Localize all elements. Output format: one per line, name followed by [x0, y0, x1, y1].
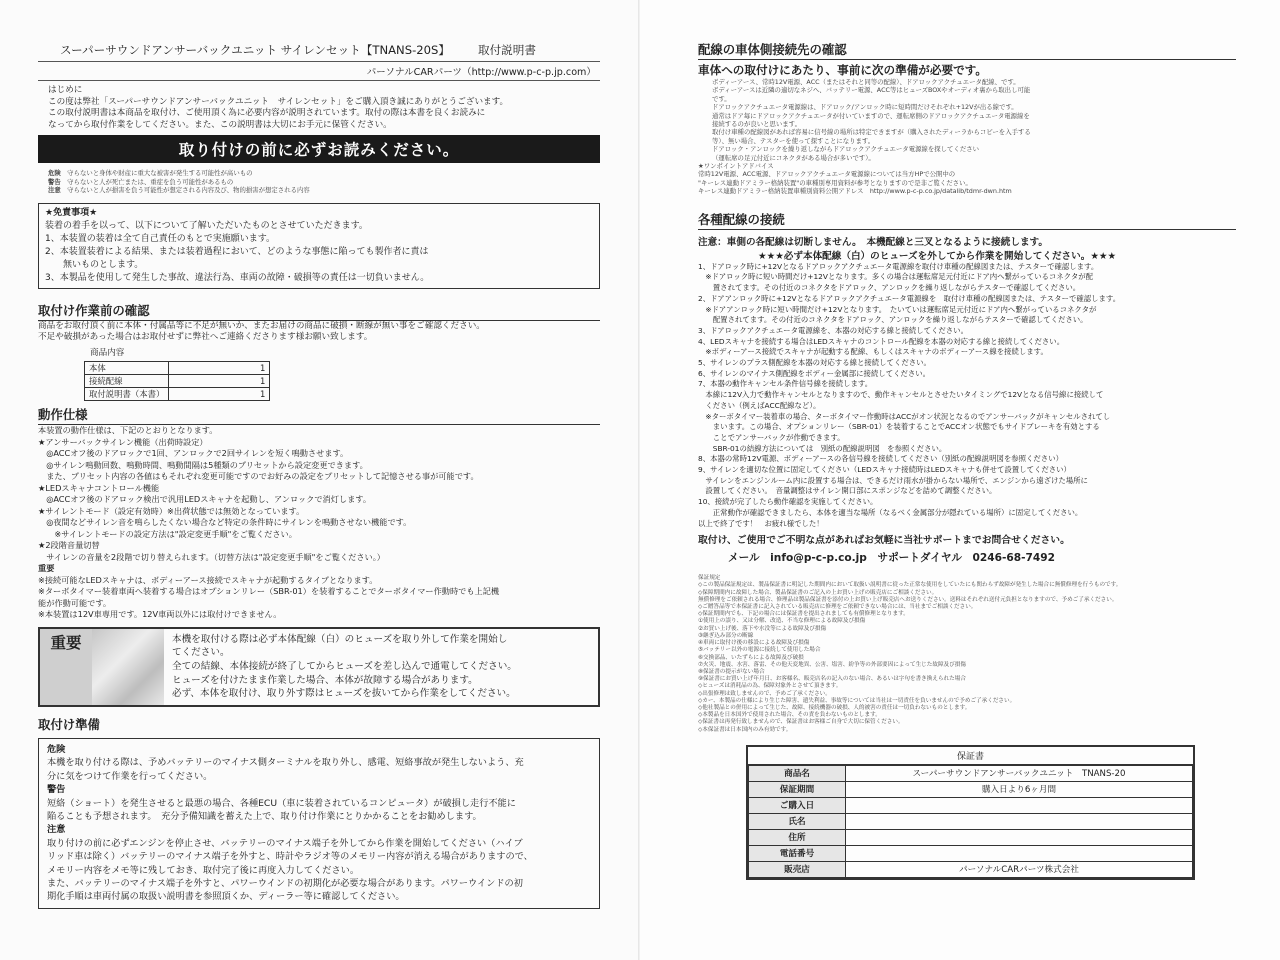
wiring-line: 正常動作が確認できましたら、本体を適当な場所（なるべく金属部分が隠れている場所）に固定してください。 [698, 507, 1083, 517]
contents-label: 商品内容 [90, 347, 125, 358]
table-row [85, 388, 270, 401]
pre-check-line: 不足や破損があった場合はお取付せずに弊社へご連絡くださります様お願い致します。 [38, 332, 373, 343]
wiring-line: まいます。この場合、オプションリレー（SBR-01）を装着することでACCオン状態でもサイドブレーキを有効とする [698, 422, 1100, 432]
terms-line: ◇本保証書は日本国内のみ有効です。 [698, 726, 792, 733]
warning-row [48, 169, 600, 177]
terms-line: ◇保障期間内に故障した場合、製品保証書のご記入の上お買い上げの販売店にご相談ください。 [698, 589, 938, 596]
wiring-line: ことでアンサーバックが作動できます。 [698, 432, 845, 442]
contents-name: 接続配線 [85, 375, 169, 388]
operation-line: ◎ACCオフ後のドアロックで1回、アンロックで2回サイレンを短く鳴動させます。 [38, 448, 349, 459]
warranty-key: 保証期間 [749, 781, 846, 797]
wiring-line: ※ターボタイマー装着車の場合、ターボタイマー作動時はACCがオン状況となるのでアンサーバックがキャンセルされてし [698, 411, 1111, 421]
contents-qty: 1 [169, 375, 270, 388]
warranty-terms [698, 575, 1236, 733]
wiring-line: 5、サイレンのプラス側配線を本器の対応する線と接続してください。 [698, 358, 931, 368]
vehicle-heading: 配線の車体側接続先の確認 [698, 40, 1236, 60]
prep-label: 注意 [47, 824, 66, 836]
wiring-line: ※ドアロック時に短い時間だけ+12Vとなります。多くの場合は運転席足元付近にドア内へ繋がっているコネクタが配 [698, 272, 1094, 282]
pre-check-line: 商品をお取付頂く前に本体・付属品等に不足が無いか、またお届けの商品に破損・断線が無い事をご確認ください。 [38, 320, 485, 331]
contact-line [698, 550, 1236, 565]
prep-line: 短絡（ショート）を発生させると最悪の場合、各種ECU（車に装着されているコンピュータ）が破損し走行不能に [47, 797, 516, 809]
wiring-line: 6、サイレンのマイナス側配線をボディー金属部に接続してください。 [698, 368, 931, 378]
wiring-line: 4、LEDスキャナを接続する場合はLEDスキャナのコントロール配線を本器の対応する線と接続してください。 [698, 336, 1065, 346]
mail-label: メール [728, 552, 760, 565]
disclaimer-line: 1、本装置の装着は全て自己責任のもとで実施願います。 [45, 233, 276, 244]
support-text: 取付け、ご使用でご不明な点があればお気軽に当社サポートまでお問合せください。 [698, 535, 1070, 547]
wiring-line: 置されてます。その付近のコネクタをドアロック、アンロックを繰り返しながらテスターで確認してください。 [698, 283, 1081, 293]
contents-table [84, 361, 270, 401]
warranty-table [748, 765, 1193, 878]
warranty-key: 商品名 [749, 765, 846, 781]
wiring-line: 8、本器の常時12V電源、ボディーアースの各信号線を接続してください（別紙の配線説明図を参照ください） [698, 454, 1063, 464]
vehicle-line: です。 [712, 94, 731, 103]
important-line: 必ず、本体を取付け、取り外す際はヒューズを抜いてから作業をしてください。 [172, 688, 516, 700]
warranty-card [746, 745, 1195, 880]
terms-title: 保証規定 [698, 575, 721, 582]
prep-box [38, 738, 600, 909]
fuse-photo [92, 629, 164, 705]
terms-line: ⑤バッテリー以外の電源に接続して使用した場合 [698, 647, 821, 654]
terms-line: ②お買い上げ後、落下や水没等による故障及び損傷 [698, 625, 827, 632]
terms-line: ◇保証書は再発行致しませんので、保証書はお客様ご自身で大切に保管ください。 [698, 719, 904, 726]
title-text: スーパーサウンドアンサーバックユニット サイレンセット【TNANS-20S】 [60, 43, 450, 57]
wiring-heading: 各種配線の接続 [698, 210, 1236, 230]
wiring-line: 配置されてます。その付近のコネクタをドアロック、アンロックを繰り返しながらテスターで確認してください。 [698, 315, 1088, 325]
wiring-note: 注意：車側の各配線は切断しません。 本機配線と三叉となるように接続します。 [698, 236, 1048, 248]
intro-line: なってから取付作業をしてください。また、この説明書は大切にお手元に保管ください。 [48, 119, 392, 130]
terms-line: ◇保証期間内でも、下記の場合には保証書を提出されましても有償修理となります。 [698, 611, 909, 618]
vehicle-line: 取付け車種の配線図があれば容易に信号線の場所は特定できますが（購入されたディーラからコピーを入手する [712, 128, 1031, 137]
warning-legend [38, 169, 600, 194]
important-label: 重要 [40, 629, 92, 705]
table-row [749, 829, 1193, 845]
prep-line: 取り付けの前に必ずエンジンを停止させ、バッテリーのマイナス端子を外してから作業を開始してください（ハイブ [47, 837, 523, 849]
operation-line: ★サイレントモード（設定有効時）※出荷状態では無効となっています。 [38, 505, 305, 516]
terms-line: ⑦火災、地震、水害、落雷、その他天変地異、公害、塩害、紛争等の外部要因によって生じた故障及び損傷 [698, 661, 966, 668]
intro [38, 85, 600, 131]
wiring-line: ください（例えばACC配線など）。 [698, 400, 821, 410]
warranty-value: スーパーサウンドアンサーバックユニット TNANS-20 [846, 765, 1193, 781]
warranty-key: 販売店 [749, 861, 846, 877]
prep-line: また、バッテリーのマイナス端子を外すと、パワーウインドの初期化が必要な場合があります。パワーウインドの初 [47, 877, 523, 889]
vehicle-line: ボディーアース、常時12V電源、ACC（またはそれと同等の配線）、ドアロックアクチュエータ配線、です。 [712, 78, 1020, 86]
important-text [164, 629, 598, 705]
terms-line: ◇この製品保証規定は、製品保証書に明記した期間内において取扱い説明書に従った正常な使用をしていたにも関わらず故障が発生した場合に無償修理を行うものです。 [698, 582, 1122, 589]
operation-notes-title: 重要 [38, 563, 55, 574]
warranty-value[interactable] [846, 845, 1193, 861]
prep-line: リッド車は除く）バッテリーのマイナス端子を外すと、時計やラジオ等のメモリー内容が消える場合がありますので、 [47, 851, 533, 863]
vehicle-line: ドアロックアクチュエータ電源線は、ドアロック/アンロック時に短時間だけそれぞれ+12Vが出る線です。 [712, 103, 1018, 112]
terms-line: ⑨保証書にお買い上げ年月日、お客様名、販売店名の記入のない場合、あるいは字句を書き換えられた場合 [698, 676, 966, 683]
table-row [85, 362, 270, 375]
terms-line: 無償修理をご依頼される場合、修理品は製品保証書を添付の上お買い上げ販売店へお送りください。送料はそれぞれ送付元負担となりますので、予めご了承ください。 [698, 596, 1118, 603]
terms-line: ◇ヒューズは消耗品の為、保障対象外とさせて頂きます。 [698, 683, 842, 690]
contents-qty: 1 [169, 388, 270, 401]
wiring-line: 3、ドアロックアクチュエータ電源線を、本器の対応する線と接続してください。 [698, 325, 968, 335]
important-line: ヒューズを付けたまま作業した場合、本体が故障する場合があります。 [172, 674, 478, 686]
warning-row [48, 178, 600, 186]
terms-line: ④車両に取付け後の移設による故障及び損傷 [698, 640, 810, 647]
warning-label: 危険 [48, 169, 61, 178]
table-row [749, 781, 1193, 797]
operation-line: ★アンサーバックサイレン機能（出荷時設定） [38, 436, 208, 447]
warning-label: 注意 [48, 186, 61, 195]
contents-qty: 1 [169, 362, 270, 375]
wiring-line: 9、サイレンを適切な位置に固定してください（LEDスキャナ接続時はLEDスキャナも併せて設置してください） [698, 465, 1071, 475]
terms-line: ◇他社製品との併用によって生じた、故障、接続機器の破損、人的被害の責任は一切負わないものとします。 [698, 704, 971, 711]
vehicle-line: 接続するのが良いと思います。 [712, 120, 801, 129]
wiring-line: サイレンをエンジンルーム内に設置する場合は、できるだけ雨水が掛からない場所で、エンジンから遠ざけた場所に [698, 475, 1088, 485]
wiring-steps [698, 262, 1236, 530]
warning-text: 守らないと身体や財産に重大な被害が発生する可能性が高いもの [67, 169, 253, 178]
warning-label: 警告 [48, 177, 61, 186]
terms-line: ◇ご贈答品等で本保証書に記入されている販売店に修理をご依頼できない場合には、当社までご相談ください。 [698, 604, 977, 611]
terms-line: ◇本製品を日本国外で使用された場合、その責を負わないものとします。 [698, 712, 881, 719]
important-line: 全ての結線、本体接続が終了してからヒューズを差し込んで通電してください。 [172, 661, 517, 673]
important-box [38, 627, 600, 707]
advice-body [698, 162, 1236, 196]
mail-address[interactable]: info@p-c-p.co.jp [770, 552, 867, 565]
operation-line: ★LEDスキャナコントロール機能 [38, 482, 160, 493]
operation-heading: 動作仕様 [38, 405, 600, 425]
tel-number: 0246-68-7492 [972, 552, 1056, 565]
warranty-key: ご購入日 [749, 797, 846, 813]
contents-name: 本体 [85, 362, 169, 375]
vehicle-line: 通常はドア毎にドアロックアクチュエータが付いていますので、運転席側のドアロックアクチュエータ電源線を [712, 111, 1030, 120]
warranty-value[interactable] [846, 797, 1193, 813]
terms-line: ⑥交換部品、いたずらによる故障及び破損 [698, 654, 804, 661]
prep-line: 陥ることも予想されます。 充分予備知識を蓄えた上で、取り付け作業にとりかかることをお勧めします。 [47, 810, 482, 822]
table-row [749, 797, 1193, 813]
warranty-value: パーソナルCARパーツ株式会社 [846, 861, 1193, 877]
warranty-key: 電話番号 [749, 845, 846, 861]
prep-heading: 取付け準備 [38, 716, 100, 732]
warning-text: 守らないと人が損害を負う可能性が想定される内容及び、物的損害が想定される内容 [67, 186, 310, 195]
vehicle-body [698, 78, 1236, 162]
title-suffix: 取付説明書 [477, 43, 536, 57]
operation-line: ◎サイレン鳴動回数、鳴動時間、鳴動間隔は5種類のプリセットから設定変更できます。 [38, 459, 368, 470]
warning-row [48, 186, 600, 194]
operation-note: ※接続可能なLEDスキャナは、ボディーアース接続でスキャナが起動するタイプとなります。 [38, 574, 378, 585]
intro-line: はじめに [48, 85, 83, 95]
warranty-key: 氏名 [749, 813, 846, 829]
table-row [749, 813, 1193, 829]
wiring-line: 10、接続が完了したら動作確認を実施してください。 [698, 497, 878, 507]
wiring-line: 1、ドアロック時に+12Vとなるドアロックアクチュエータ電源線を取付け車種の配線図または、テスターで確認します。 [698, 261, 1099, 271]
warranty-value[interactable] [846, 813, 1193, 829]
wiring-line: 以上で終了です！ お疲れ様でした！ [698, 518, 824, 528]
disclaimer-line: 無いものとします。 [45, 259, 144, 270]
wiring-line: ※ボディーアース接続でスキャナが起動する配線、もしくはスキャナのボディーアース線を接続します。 [698, 347, 1048, 357]
intro-line: この度は弊社「スーパーサウンドアンサーバックユニット サイレンセット」をご購入頂き誠にありがとうございます。 [48, 96, 509, 107]
contents-name: 取付説明書（本書） [85, 388, 169, 401]
operation-line: サイレンの音量を2段階で切り替えられます。（切替方法は"設定変更手順"をご覧ください。） [38, 551, 385, 562]
document-subtitle: パーソナルCARパーツ（http://www.p-c-p.jp.com） [38, 62, 600, 81]
operation-line: ◎ACCオフ後のドアロック検出で汎用LEDスキャナを起動し、アンロックで消灯します。 [38, 494, 372, 505]
advice-line: 常時12V電源、ACC電源、ドアロックアクチュエータ電源線については当方HPで公開中の [698, 170, 956, 179]
wiring-stars: ★★★必ず本体配線（白）のヒューズを外してから作業を開始してください。★★★ [758, 250, 1117, 262]
operation-line: また、プリセット内容の各値はもそれぞれ変更可能ですのでお好みの設定をプリセットして記憶させる事が可能です。 [38, 471, 479, 482]
disclaimer-line: 3、本製品を使用して発生した事故、違法行為、車両の故障・破損等の責任は一切負いません。 [45, 272, 430, 283]
disclaimer-line: 2、本装置装着による結果、または装着過程において、どのような事態に陥っても製作者に責は [45, 246, 429, 257]
wiring-line: ※ドアアンロック時に短い時間だけ+12Vとなります。 たいていは運転席足元付近にドア内へ繋がっているコネクタが [698, 304, 1097, 314]
operation-body [38, 425, 600, 621]
operation-note: ※本装置は12V車専用です。12V車両以外には取付けできません。 [38, 609, 282, 620]
operation-line: ※サイレントモードの設定方法は"設定変更手順"をご覧ください。 [38, 528, 297, 539]
prep-label: 危険 [47, 743, 66, 755]
operation-line: ★2段階音量切替 [38, 540, 100, 551]
table-row [749, 765, 1193, 781]
warranty-value[interactable] [846, 829, 1193, 845]
advice-line: "キーレス連動ドアミラー格納装置"の車種別専用資料が参考となりますので是非ご覧ください。 [698, 178, 972, 187]
document-title [38, 42, 600, 62]
prep-label: 警告 [47, 784, 66, 796]
vehicle-line: （運転席の足元付近にコネクタがある場合が多いです）。 [712, 153, 875, 162]
important-line: 本機を取付ける際は必ず本体配線（白）のヒューズを取り外して作業を開始し [172, 633, 508, 645]
terms-line: ③継ぎ込み部分の断線 [698, 632, 754, 639]
advice-title: ★ワンポイントアドバイス [698, 162, 774, 171]
wiring-line: SBR-01の結線方法については 別紙の配線説明図 を参照ください。 [698, 443, 947, 453]
operation-note: ※ターボタイマー装着車両へ装着する場合はオプションリレー（SBR-01）を装着することでターボタイマー作動時でも上記機 [38, 586, 500, 597]
tel-label: サポートダイヤル [877, 552, 962, 565]
table-row [749, 845, 1193, 861]
important-line: てください。 [172, 647, 230, 659]
wiring-line: 7、本器の動作キャンセル条件信号線を接続します。 [698, 379, 873, 389]
disclaimer-line: 装着の着手を以って、以下について了解いただいたものとさせていただきます。 [45, 220, 368, 231]
prep-line: 期化手順は車両付属の取扱い説明書を参照頂くか、ディーラー等に確認してください。 [47, 891, 405, 903]
operation-line: 本装置の動作仕様は、下記のとおりとなります。 [38, 425, 218, 436]
prep-line: 分に気をつけて作業を行ってください。 [47, 770, 213, 782]
terms-line: ◇出張修理は致しませんので、予めご了承ください。 [698, 690, 831, 697]
wiring-line: 本線に12V入力で動作キャンセルとなりますので、動作キャンセルとさせたいタイミングで12Vとなる信号線に接続して [698, 390, 1104, 400]
terms-line: ①使用上の誤り、又は分解、改造、不当な修理による故障及び損傷 [698, 618, 866, 625]
warranty-key: 住所 [749, 829, 846, 845]
terms-line: ⑧保証書の提示がない場合 [698, 668, 765, 675]
advice-line: キーレス連動ドアミラー格納装置車種別資料公開アドレス http://www.p-c-p.co.jp/datalib/tdmr-dwn.htm [698, 187, 1012, 196]
pre-check-body [38, 321, 600, 360]
table-row [85, 375, 270, 388]
intro-line: この取付説明書は本商品を取付け、ご使用頂く為に必要内容が説明されています。取付の際は本書を良くお読みに [48, 108, 486, 119]
wiring-line: 設置してください。 音量調整はサイレン開口部にスポンジなどを詰めて調整ください。 [698, 486, 997, 496]
terms-line: ◇カー、本製品の仕様により生じた障害、遺失利益、事故等については当社は一切責任を負いませんので予めご了承ください。 [698, 697, 1016, 704]
vehicle-line: ドアロック・アンロックを繰り返しながらドアロックアクチュエータ電源線を探してください [712, 145, 979, 154]
wiring-line: 2、ドアアンロック時に+12Vとなるドアロックアクチュエータ電源線を 取付け車種の配線図または、テスターで確認します。 [698, 293, 1121, 303]
pre-check-heading: 取付け作業前の確認 [38, 301, 600, 321]
table-row [749, 861, 1193, 877]
operation-line: ◎夜間などサイレン音を鳴らしたくない場合など特定の条件時にサイレンを鳴動させない機能です。 [38, 517, 412, 528]
prep-line: 本機を取り付ける際は、予めバッテリーのマイナス側ターミナルを取り外し、感電、短絡事故が発生しないよう、充 [47, 757, 524, 769]
disclaimer-title: ★免責事項★ [45, 207, 98, 218]
warranty-value: 購入日より6ヶ月間 [846, 781, 1193, 797]
right-page [640, 0, 1280, 960]
prep-line: メモリー内容をメモ等に残しておき、取付完了後に再度入力してください。 [47, 864, 360, 876]
vehicle-line: ボディーアースは近隣の適切なネジへ、バッテリー電源、ACC等はヒューズBOXやオーディオ裏から取出し可能 [712, 86, 1031, 95]
warranty-title: 保証書 [748, 747, 1193, 765]
operation-note: 能が作動可能です。 [38, 597, 112, 608]
vehicle-line: 等）、無い場合、テスターを使って探すことになります。 [712, 136, 875, 145]
disclaimer-box [38, 203, 600, 289]
vehicle-subheading: 車体への取付けにあたり、事前に次の準備が必要です。 [698, 63, 987, 77]
warning-text: 守らないと人が死亡または、重症を負う可能性があるもの [67, 177, 234, 186]
read-first-banner: 取り付けの前に必ずお読みください。 [38, 135, 600, 163]
